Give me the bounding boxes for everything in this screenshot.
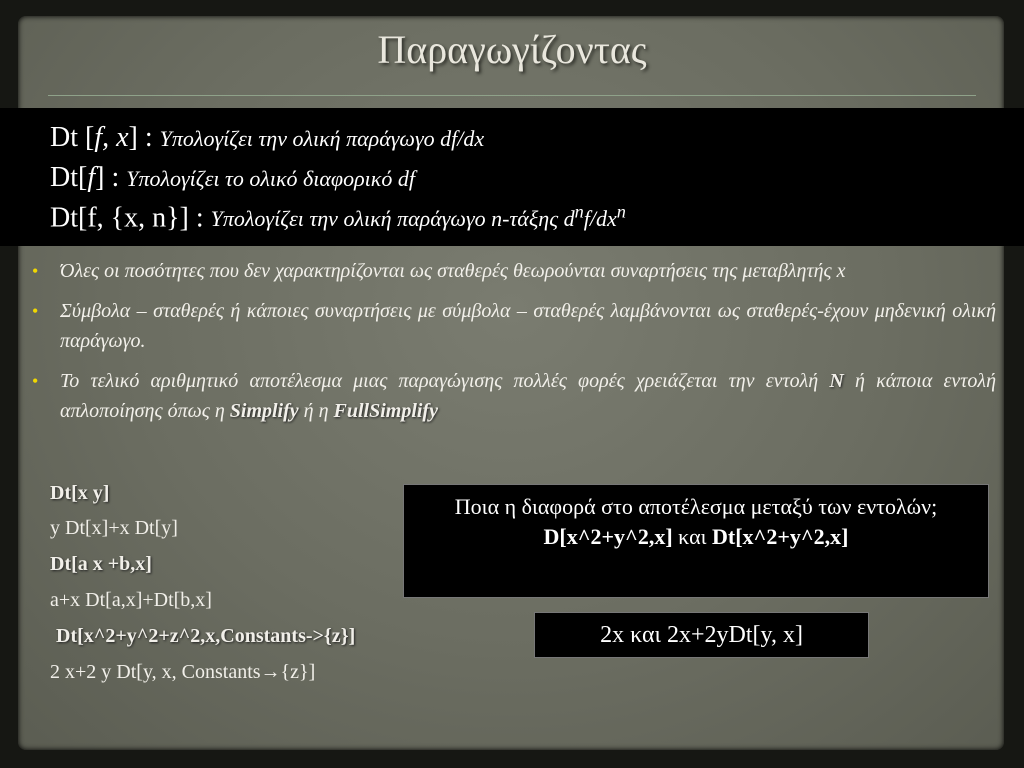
- code-output-line: y Dt[x]+x Dt[y]: [50, 517, 178, 539]
- bullet-icon: •: [32, 301, 39, 321]
- code-input-line: Dt[x^2+y^2+z^2,x,Constants->{z}]: [56, 625, 356, 647]
- definition-command: Dt[f, {x, n}]: [50, 202, 189, 234]
- definition-command: Dt [f, x]: [50, 122, 138, 153]
- answer-box: 2x και 2x+2yDt[y, x]: [535, 613, 868, 657]
- definition-description: Υπολογίζει το ολικό διαφορικό df: [126, 166, 415, 191]
- bullet-item: • Όλες οι ποσότητες που δεν χαρακτηρίζονται ως σταθερές θεωρούνται συναρτήσεις της μεταβλητής x: [32, 256, 996, 286]
- definition-description: Υπολογίζει την ολική παράγωγο n-τάξης $d^nf/dx^n$: [210, 202, 626, 232]
- bullet-item: • Το τελικό αριθμητικό αποτέλεσμα μιας παραγώγισης πολλές φορές χρειάζεται την εντολή N ή κάποια εντολή απλοποίησης όπως η Simplify ή η FullSimplify: [32, 366, 996, 426]
- definition-description: Υπολογίζει την ολική παράγωγο df/dx: [159, 126, 485, 151]
- question-text: Ποια η διαφορά στο αποτέλεσμα μεταξύ των εντολών;: [454, 494, 938, 519]
- code-input-line: Dt[a x +b,x]: [50, 553, 152, 575]
- question-commands: D[x^2+y^2,x] και Dt[x^2+y^2,x]: [543, 524, 849, 549]
- bullet-item: • Σύμβολα – σταθερές ή κάποιες συναρτήσεις με σύμβολα – σταθερές λαμβάνονται ως σταθερές-έχουν μηδενική ολική παράγωγο.: [32, 296, 996, 356]
- definition-dt-f-x: Dt [f, x] : Υπολογίζει την ολική παράγωγο df/dx: [50, 122, 485, 153]
- code-input-line: Dt[x y]: [50, 482, 110, 504]
- slide-title: Παραγωγίζοντας: [377, 27, 647, 72]
- bullet-list: [32, 256, 996, 436]
- definition-dt-f: Dt[f] : Υπολογίζει το ολικό διαφορικό df: [50, 162, 415, 193]
- code-output-line: 2 x+2 y Dt[y, x, Constants→{z}]: [50, 661, 316, 683]
- definition-dt-f-x-n: Dt[f, {x, n}] : Υπολογίζει την ολική παράγωγο n-τάξης $d^nf/dx^n$: [50, 202, 626, 234]
- bullet-icon: •: [32, 371, 39, 391]
- title-divider: [48, 95, 976, 96]
- definition-command: Dt[f]: [50, 162, 105, 193]
- definitions-box: [0, 108, 1024, 246]
- code-output-line: a+x Dt[a,x]+Dt[b,x]: [50, 589, 212, 611]
- bullet-icon: •: [32, 261, 39, 281]
- question-box: [404, 485, 988, 597]
